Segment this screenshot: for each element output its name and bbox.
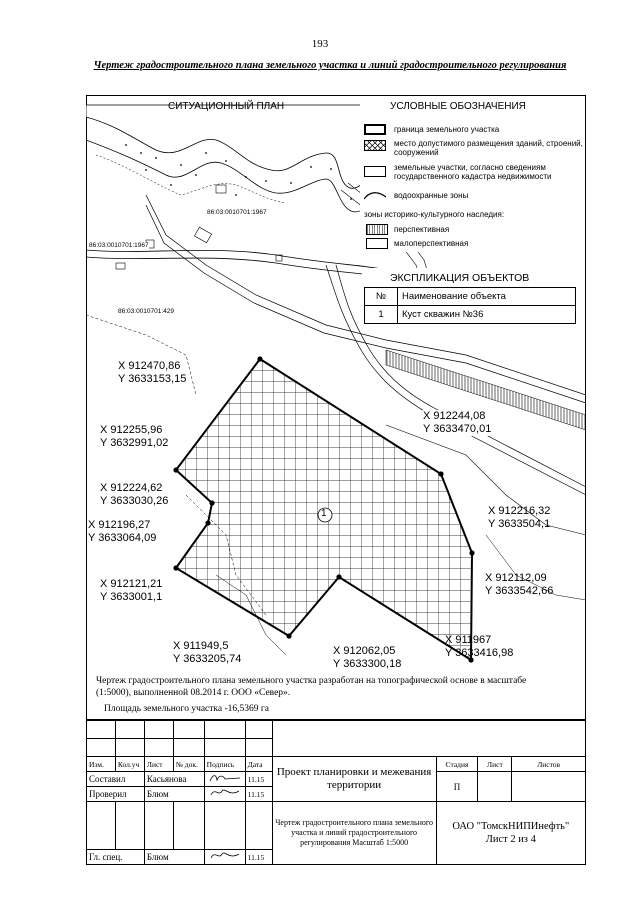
stamp-header-row: Изм. Кол.уч Лист № док. Подпись Дата Проект планировки и межевания территории Стадия Лист Листов [87,757,586,772]
perspective-swatch [366,224,388,235]
topographic-note: Чертеж градостроительного плана земельного участка разработан на топографической основе в масштабе (1:5000), выполненной 08.2014 г. ООО «Север». [96,676,527,698]
drawing-title: Чертеж градостроительного плана земельного участка и линий градостроительного регулирования [93,60,567,71]
title-block [86,720,586,865]
stamp-row: Составил Касьянова 11.15 П [87,772,586,787]
coordinate-label: X 911949,5 Y 3633205,74 [173,640,242,665]
stamp-row: Гл. спец. Блюм 11.15 [87,850,586,865]
water-zone-swatch [364,189,386,201]
situation-plan-title: СИТУАЦИОННЫЙ ПЛАН [168,101,285,112]
explication-table [364,287,576,324]
cadastral-swatch [364,166,386,177]
coordinate-label: X 912062,05 Y 3633300,18 [333,645,402,670]
coordinate-label: X 912244,08 Y 3633470,01 [423,410,492,435]
coordinate-label: X 912112,09 Y 3633542,66 [485,572,554,597]
coordinate-label: X 912121,21 Y 3633001,1 [100,578,163,603]
coordinate-label: X 912255,96 Y 3632991,02 [100,424,169,449]
stamp-row: Проверил Блюм 11.15 [87,787,586,802]
stage-value: П [436,772,478,802]
coordinate-label: X 912216,32 Y 3633504,1 [488,505,551,530]
building-zone-swatch [364,140,386,151]
explication-title: ЭКСПЛИКАЦИЯ ОБЪЕКТОВ [390,272,530,284]
plot-area: Площадь земельного участка -16,5369 га [104,704,270,714]
cadastral-label: 86:03:0010701:1967 [207,209,267,216]
column-header: Наименование объекта [398,288,576,306]
organization: ОАО "ТомскНИПИнефть" Лист 2 из 4 [436,802,585,865]
coordinate-label: X 912470,86 Y 3633153,15 [118,360,187,385]
signature [204,850,245,865]
coordinate-label: X 911967 Y 3633416,98 [445,634,514,659]
coordinate-label: X 912196,27 Y 3633064,09 [88,519,157,544]
table-row: 1 Куст скважин №36 [365,306,576,324]
coordinate-label: X 912224,62 Y 3633030,26 [100,482,169,507]
page-number: 193 [311,38,329,50]
plot-number: 1 [321,508,327,519]
table-header-row [365,288,576,306]
boundary-swatch [364,124,386,135]
project-name: Проект планировки и межевания территории [272,757,436,802]
low-perspective-swatch [366,238,388,249]
cadastral-label: 86:03:0010701:429 [118,308,175,315]
signature [204,772,245,787]
heritage-title: зоны историко-культурного наследия: [364,210,505,219]
cadastral-label: 86:03:0010701:1967 [89,242,149,249]
legend-title: УСЛОВНЫЕ ОБОЗНАЧЕНИЯ [390,101,526,112]
column-header: № [365,288,398,306]
signature [204,787,245,802]
drawing-name: Чертеж градостроительного плана земельного участка и линий градостроительного регулирования Масштаб 1:5000 [272,802,436,865]
